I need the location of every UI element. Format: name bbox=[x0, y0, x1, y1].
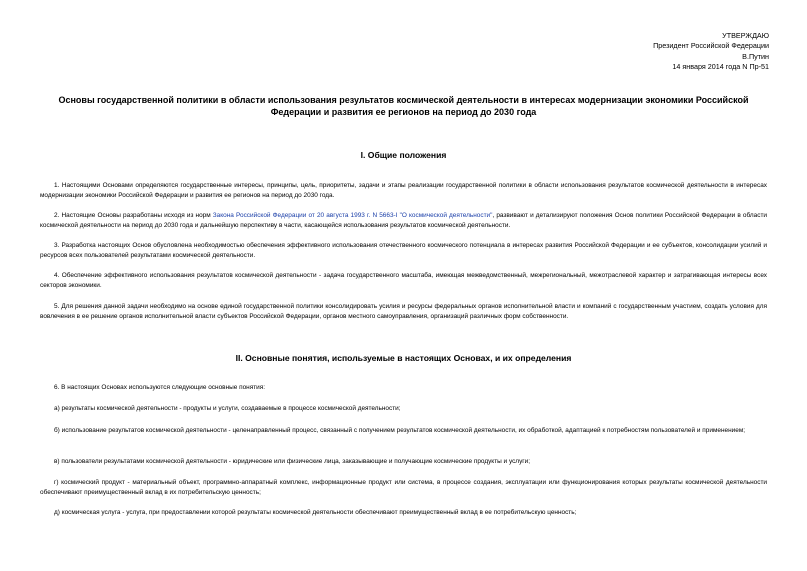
approval-block bbox=[653, 31, 769, 73]
document-title-line1: Основы государственной политики в области использования результатов космической деятельности в интересах модернизации экономики Российской bbox=[58, 95, 749, 105]
law-link[interactable]: Закона Российской Федерации от 20 августа 1993 г. N 5663-I "О космической деятельности" bbox=[212, 212, 493, 219]
approval-signatory: В.Путин bbox=[742, 51, 769, 61]
definition-g: г) космический продукт - материальный объект, программно-аппаратный комплекс, информационные продукт или система, в процессе создания, эксплуатации или функционирования которых результаты космической деятельности обеспечивают преимущественный вклад в их потребительскую ценность; bbox=[40, 479, 767, 497]
section-heading-general: I. Общие положения bbox=[360, 150, 447, 160]
paragraph-3: 3. Разработка настоящих Основ обусловлена необходимостью обеспечения эффективного использования отечественного космического потенциала в интересах развития Российской Федерации и ее субъектов, консолидации усилий и ресурсов всех пользователей результатами космической деятельности. bbox=[40, 242, 767, 260]
document-title bbox=[40, 94, 767, 118]
section-heading-definitions: II. Основные понятия, используемые в настоящих Основах, и их определения bbox=[235, 353, 572, 363]
approval-date: 14 января 2014 года N Пр-51 bbox=[672, 62, 769, 72]
paragraph-5: 5. Для решения данной задачи необходимо на основе единой государственной политики консолидировать усилия и ресурсы федеральных органов исполнительной власти и компаний с государственным участием, создать условия для вовлечения в ее решение органов исполнительной власти субъектов Российской Федерации, органов местного самоуправления, организаций различных форм собственности. bbox=[40, 303, 767, 321]
approval-heading: УТВЕРЖДАЮ bbox=[722, 31, 769, 40]
paragraph-6: 6. В настоящих Основах используются следующие основные понятия: bbox=[54, 384, 266, 391]
definition-a: а) результаты космической деятельности - продукты и услуги, создаваемые в процессе космической деятельности; bbox=[54, 405, 401, 412]
definition-d: д) космическая услуга - услуга, при предоставлении которой результаты космической деятельности обеспечивают преимущественный вклад в ее потребительскую ценность; bbox=[54, 509, 577, 516]
paragraph-2-text-end: , развивают и детализируют положения Основ политики Российской Федерации в области космической деятельности на период до 2030 года и дальнейшую перспективу в части, касающейся использования результатов космической деятельности. bbox=[40, 212, 767, 230]
paragraph-4: 4. Обеспечение эффективного использования результатов космической деятельности - задача государственного масштаба, имеющая межведомственный, межрегиональный, межотраслевой характер и затрагивающая интересы всех секторов экономики. bbox=[40, 272, 767, 290]
definition-v: в) пользователи результатами космической деятельности - юридические или физические лица, заказывающие и получающие космические продукты и услуги; bbox=[54, 458, 531, 465]
paragraph-2-text-start: 2. Настоящие Основы разработаны исходя из норм bbox=[54, 212, 213, 219]
paragraph-2 bbox=[40, 211, 767, 231]
paragraph-1: 1. Настоящими Основами определяются государственные интересы, принципы, цель, приоритеты, задачи и этапы реализации государственной политики в области использования результатов космической деятельности в интересах модернизации экономики Российской Федерации и развития ее регионов на период до 2030 года. bbox=[40, 182, 767, 200]
approval-position: Президент Российской Федерации bbox=[653, 41, 769, 51]
definition-b: б) использование результатов космической деятельности - целенаправленный процесс, связанный с получением результатов космической деятельности, их обработкой, адаптацией к потребностям пользователей и применением; bbox=[54, 427, 746, 434]
document-title-line2: Федерации и развития ее регионов на период до 2030 года bbox=[270, 107, 537, 117]
